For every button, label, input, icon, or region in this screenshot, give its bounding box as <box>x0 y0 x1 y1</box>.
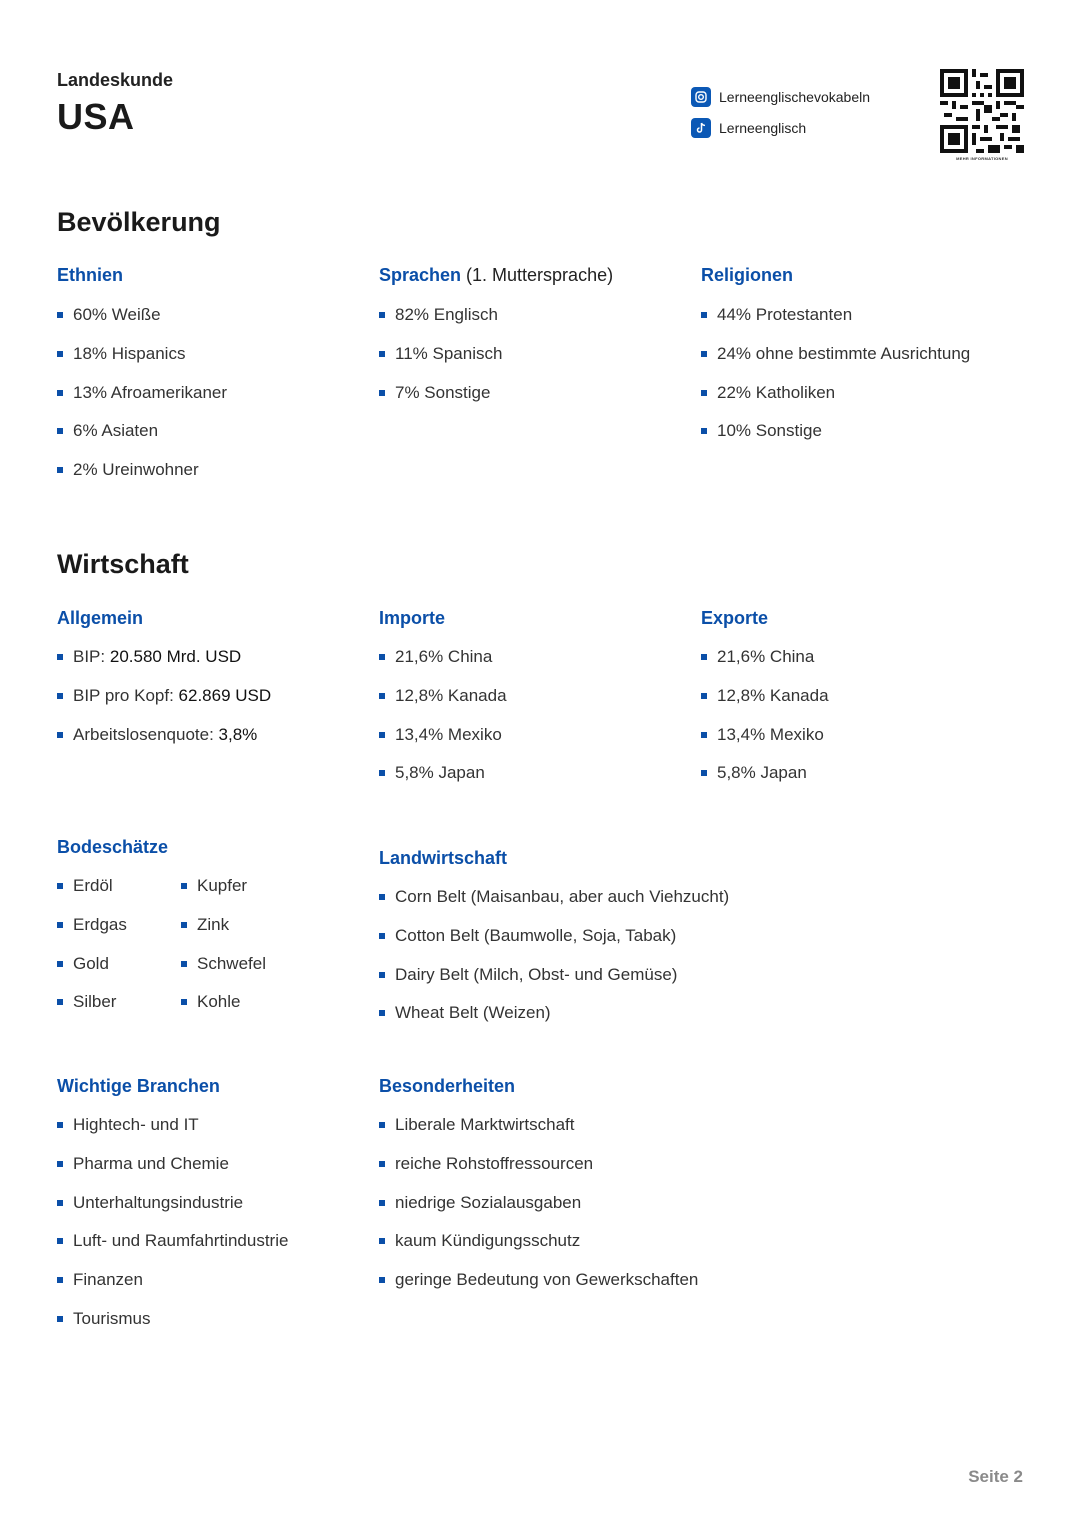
list-item: 11% Spanisch <box>379 343 502 382</box>
page-title: USA <box>57 96 135 137</box>
sprachen-subtitle: (1. Muttersprache) <box>461 265 614 285</box>
list-item: Schwefel <box>181 953 266 992</box>
branchen-list <box>57 1114 288 1347</box>
tiktok-handle: Lerneenglisch <box>719 120 807 136</box>
list-item: 12,8% Kanada <box>701 685 829 724</box>
bodenschaetze-heading: Bodeschätze <box>57 837 169 857</box>
list-item: 24% ohne bestimmte Ausrichtung <box>701 343 970 382</box>
list-item: 13% Afroamerikaner <box>57 382 227 421</box>
tiktok-icon <box>691 118 711 138</box>
list-item: 6% Asiaten <box>57 420 227 459</box>
instagram-handle: Lerneenglischevokabeln <box>719 89 870 105</box>
list-item: 44% Protestanten <box>701 304 970 343</box>
list-item: Gold <box>57 953 127 992</box>
importe-heading: Importe <box>379 608 446 628</box>
bodenschaetze-list-1 <box>57 875 127 1030</box>
allgemein-heading: Allgemein <box>57 608 144 628</box>
list-item: reiche Rohstoffressourcen <box>379 1153 698 1192</box>
list-item: 5,8% Japan <box>701 762 829 801</box>
list-item: Finanzen <box>57 1269 288 1308</box>
importe-list <box>379 646 507 801</box>
branchen-heading: Wichtige Branchen <box>57 1076 220 1096</box>
list-item: 7% Sonstige <box>379 382 502 421</box>
list-item: Tourismus <box>57 1308 288 1347</box>
landwirtschaft-heading: Landwirtschaft <box>379 848 508 868</box>
list-item: 21,6% China <box>701 646 829 685</box>
section-heading-wirtschaft: Wirtschaft <box>57 549 189 579</box>
list-item: Corn Belt (Maisanbau, aber auch Viehzucht) <box>379 886 729 925</box>
list-item: 13,4% Mexiko <box>701 724 829 763</box>
page-number: Seite 2 <box>968 1467 1023 1486</box>
exporte-heading: Exporte <box>701 608 769 628</box>
sprachen-title: Sprachen <box>379 265 462 285</box>
list-item: 13,4% Mexiko <box>379 724 507 763</box>
instagram-icon <box>691 87 711 107</box>
sprachen-list <box>379 304 502 420</box>
ethnien-list <box>57 304 227 498</box>
list-item: niedrige Sozialausgaben <box>379 1192 698 1231</box>
item-label: Arbeitslosenquote: <box>73 724 219 744</box>
social-tiktok[interactable] <box>691 118 806 138</box>
section-heading-bevoelkerung: Bevölkerung <box>57 207 221 237</box>
item-value: 20.580 Mrd. USD <box>109 647 242 666</box>
list-item: 22% Katholiken <box>701 382 970 421</box>
list-item <box>57 685 271 724</box>
qr-code[interactable] <box>940 69 1024 153</box>
allgemein-list <box>57 646 271 762</box>
list-item: 2% Ureinwohner <box>57 459 227 498</box>
list-item: Kupfer <box>181 875 266 914</box>
list-item: Unterhaltungsindustrie <box>57 1192 288 1231</box>
list-item: 5,8% Japan <box>379 762 507 801</box>
list-item: Pharma und Chemie <box>57 1153 288 1192</box>
religionen-list <box>701 304 970 459</box>
sprachen-heading <box>379 265 613 286</box>
list-item: 18% Hispanics <box>57 343 227 382</box>
list-item: Silber <box>57 991 127 1030</box>
list-item: Hightech- und IT <box>57 1114 288 1153</box>
list-item: Liberale Marktwirtschaft <box>379 1114 698 1153</box>
landwirtschaft-list <box>379 886 729 1041</box>
bodenschaetze-list-2 <box>181 875 266 1030</box>
list-item: Zink <box>181 914 266 953</box>
list-item: 82% Englisch <box>379 304 502 343</box>
list-item: Erdgas <box>57 914 127 953</box>
item-value: 62.869 USD <box>178 685 272 705</box>
list-item: Wheat Belt (Weizen) <box>379 1002 729 1041</box>
list-item: 21,6% China <box>379 646 507 685</box>
exporte-list <box>701 646 829 801</box>
qr-caption: MEHR INFORMATIONEN <box>956 156 1008 161</box>
list-item: kaum Kündigungsschutz <box>379 1230 698 1269</box>
list-item: 60% Weiße <box>57 304 227 343</box>
item-value: 3,8% <box>218 724 258 744</box>
religionen-heading: Religionen <box>701 265 794 285</box>
besonderheiten-heading: Besonderheiten <box>379 1076 516 1096</box>
list-item <box>57 646 271 685</box>
list-item: 12,8% Kanada <box>379 685 507 724</box>
list-item: Cotton Belt (Baumwolle, Soja, Tabak) <box>379 925 729 964</box>
item-label: BIP: <box>73 647 110 666</box>
list-item: Kohle <box>181 991 266 1030</box>
list-item <box>57 724 271 763</box>
besonderheiten-list <box>379 1114 698 1308</box>
social-instagram[interactable] <box>691 87 870 107</box>
list-item: Luft- und Raumfahrtindustrie <box>57 1230 288 1269</box>
doc-kicker: Landeskunde <box>57 70 174 90</box>
list-item: Dairy Belt (Milch, Obst- und Gemüse) <box>379 964 729 1003</box>
ethnien-heading: Ethnien <box>57 265 123 285</box>
list-item: 10% Sonstige <box>701 420 970 459</box>
list-item: geringe Bedeutung von Gewerkschaften <box>379 1269 698 1308</box>
item-label: BIP pro Kopf: <box>73 685 179 705</box>
list-item: Erdöl <box>57 875 127 914</box>
